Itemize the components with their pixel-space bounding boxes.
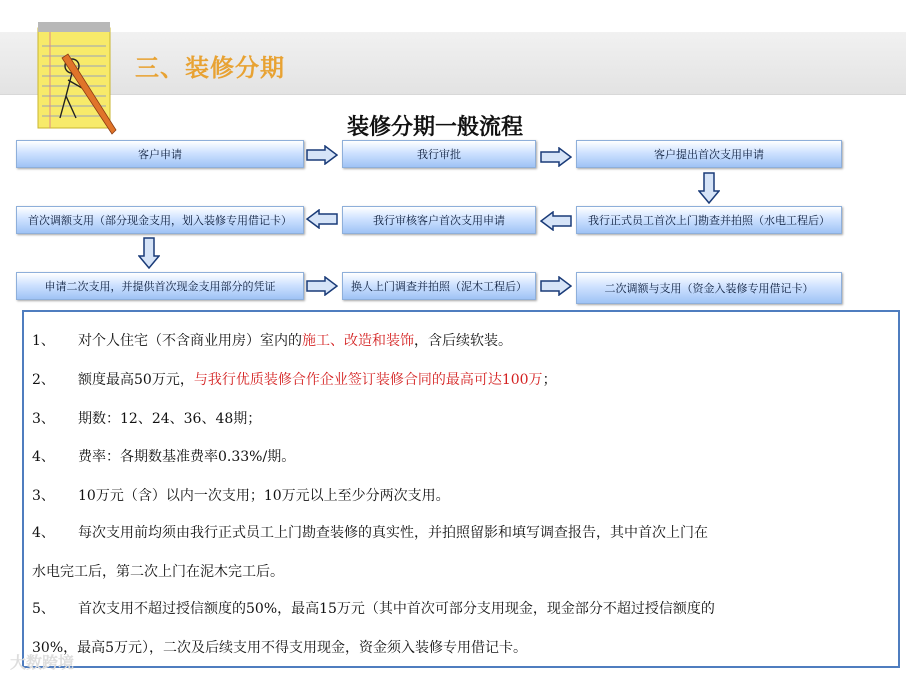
flow-step-second-site-visit: 换人上门调查并拍照（泥木工程后） bbox=[342, 272, 536, 300]
arrow-left-icon bbox=[306, 209, 338, 229]
arrow-right-icon bbox=[306, 145, 338, 165]
detail-text: 首次支用不超过授信额度的50%，最高15万元（其中首次可部分支用现金，现金部分不超过授信额度的 bbox=[78, 601, 715, 617]
detail-text: 30%，最高5万元），二次及后续支用不得支用现金，资金须入装修专用借记卡。 bbox=[32, 640, 528, 656]
flow-step-second-draw: 二次调额与支用（资金入装修专用借记卡） bbox=[576, 272, 842, 304]
detail-line bbox=[32, 485, 892, 505]
flow-step-second-draw-request: 申请二次支用，并提供首次现金支用部分的凭证 bbox=[16, 272, 304, 300]
detail-text: 10万元（含）以内一次支用；10万元以上至少分两次支用。 bbox=[78, 488, 450, 504]
detail-number: 4、 bbox=[32, 525, 55, 541]
detail-number: 5、 bbox=[32, 601, 55, 617]
arrow-right-icon bbox=[306, 276, 338, 296]
detail-line bbox=[32, 408, 892, 428]
arrow-right-icon bbox=[540, 276, 572, 296]
arrow-down-icon bbox=[698, 172, 720, 204]
flow-step-bank-approval: 我行审批 bbox=[342, 140, 536, 168]
flow-title: 装修分期一般流程 bbox=[346, 114, 523, 140]
detail-text: 每次支用前均须由我行正式员工上门勘查装修的真实性，并拍照留影和填写调查报告，其中首次上门在 bbox=[78, 525, 708, 541]
detail-number: 1、 bbox=[32, 333, 55, 349]
detail-text: 对个人住宅（不含商业用房）室内的 bbox=[78, 333, 302, 349]
arrow-down-icon bbox=[138, 237, 160, 269]
detail-text: 水电完工后，第二次上门在泥木完工后。 bbox=[32, 564, 284, 580]
detail-line bbox=[32, 561, 284, 581]
detail-text: 额度最高50万元， bbox=[78, 372, 194, 388]
detail-number: 4、 bbox=[32, 449, 55, 465]
detail-highlight-text: 施工、改造和装饰 bbox=[302, 333, 414, 349]
watermark: 大数跨境 bbox=[10, 653, 75, 672]
detail-highlight-text: 与我行优质装修合作企业签订装修合同的最高可达100万 bbox=[193, 372, 543, 388]
detail-line bbox=[32, 330, 892, 350]
detail-text: 期数：12、24、36、48期； bbox=[78, 411, 262, 427]
arrow-right-icon bbox=[540, 147, 572, 167]
arrow-left-icon bbox=[540, 211, 572, 231]
detail-line bbox=[32, 637, 527, 657]
detail-line bbox=[32, 446, 892, 466]
detail-line bbox=[32, 598, 892, 618]
detail-text: ，含后续软装。 bbox=[414, 333, 512, 349]
detail-number: 2、 bbox=[32, 372, 55, 388]
flow-step-review-first-draw: 我行审核客户首次支用申请 bbox=[342, 206, 536, 234]
flow-step-first-draw-adjust: 首次调额支用（部分现金支用，划入装修专用借记卡） bbox=[16, 206, 304, 234]
detail-number: 3、 bbox=[32, 411, 55, 427]
flow-step-first-site-visit: 我行正式员工首次上门勘查并拍照（水电工程后） bbox=[576, 206, 842, 234]
slide-title: 三、装修分期 bbox=[135, 53, 285, 82]
detail-line bbox=[32, 369, 892, 389]
detail-text: 费率：各期数基准费率0.33%/期。 bbox=[78, 449, 296, 465]
detail-line bbox=[32, 522, 892, 542]
detail-number: 3、 bbox=[32, 488, 55, 504]
detail-text: ； bbox=[542, 372, 557, 388]
flow-step-first-draw-request: 客户提出首次支用申请 bbox=[576, 140, 842, 168]
flow-step-customer-apply: 客户申请 bbox=[16, 140, 304, 168]
